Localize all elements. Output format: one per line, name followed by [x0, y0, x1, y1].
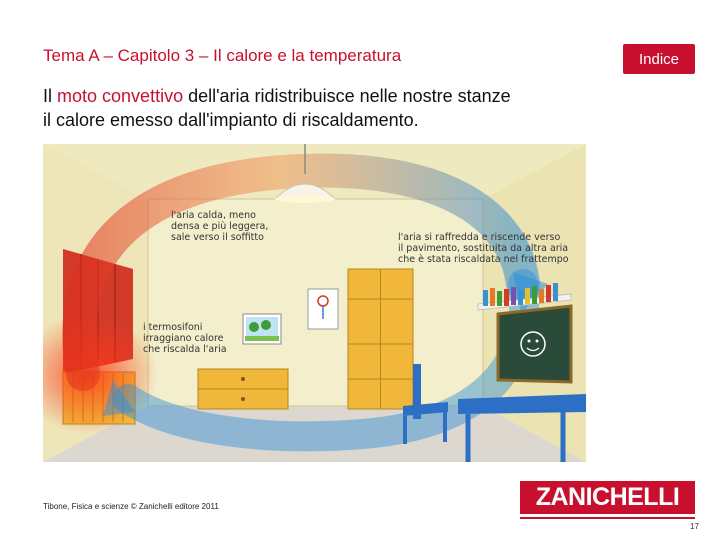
wardrobe — [348, 269, 413, 409]
footer-credit: Tibone, Fisica e scienze © Zanichelli editore 2011 — [43, 502, 219, 511]
caption-line: che è stata riscaldata nel frattempo — [398, 254, 569, 265]
caption-hot-air — [171, 210, 268, 243]
caption-line: l'aria si raffredda e riscende verso — [398, 232, 561, 243]
logo-rule — [520, 517, 695, 519]
slide-title: Tema A – Capitolo 3 – Il calore e la temperatura — [43, 46, 402, 65]
body-text — [43, 84, 683, 132]
caption-line: i termosifoni — [143, 322, 203, 333]
caption-cool-air — [398, 232, 569, 265]
caption-line: irraggiano calore — [143, 333, 224, 344]
child-drawing — [308, 289, 338, 329]
convection-illustration — [43, 144, 586, 462]
body-text-line-2: il calore emesso dall'impianto di riscaldamento. — [43, 110, 419, 130]
caption-line: l'aria calda, meno — [171, 210, 256, 221]
wall-painting — [243, 314, 281, 344]
caption-line: densa e più leggera, — [171, 221, 269, 232]
body-text-part: Il — [43, 86, 58, 106]
page-number: 17 — [690, 522, 699, 531]
highlight-term: moto convettivo — [57, 86, 184, 106]
caption-line: sale verso il soffitto — [171, 232, 264, 243]
publisher-logo: ZANICHELLI — [520, 481, 695, 514]
index-button[interactable]: Indice — [623, 44, 695, 74]
caption-line: che riscalda l'aria — [143, 344, 227, 355]
chalkboard — [498, 306, 571, 382]
body-text-part: dell'aria ridistribuisce nelle nostre stanze — [183, 86, 511, 106]
caption-line: il pavimento, sostituita da altra aria — [398, 243, 569, 254]
chest-of-drawers — [198, 369, 288, 409]
caption-radiators — [143, 322, 227, 355]
room-drawing — [43, 144, 586, 462]
